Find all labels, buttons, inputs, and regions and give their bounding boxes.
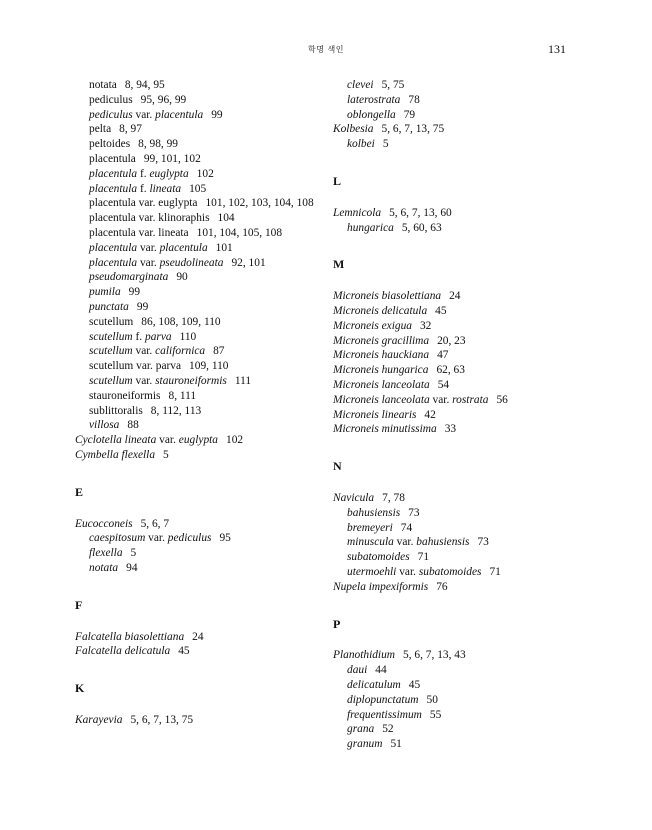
entry-term: minuscula: [347, 536, 394, 549]
index-subentry: [75, 285, 320, 300]
index-subentry: [75, 152, 320, 167]
entry-pages: 95: [219, 532, 231, 545]
entry-term: granum: [347, 738, 383, 751]
entry-pages: 51: [390, 738, 402, 751]
index-subentry: [333, 550, 593, 565]
entry-pages: 8, 111: [168, 389, 197, 402]
entry-pages: 8, 94, 95: [124, 79, 165, 91]
entry-term: scutellum: [89, 315, 134, 328]
index-entry: [333, 408, 593, 423]
entry-pages: 102: [226, 434, 244, 447]
index-subentry: [333, 678, 593, 693]
index-subentry: [75, 546, 320, 561]
entry-term: var.: [429, 393, 453, 406]
entry-term: Microneis gracillima: [333, 334, 430, 347]
index-entry: [333, 319, 593, 334]
index-subentry: [75, 78, 320, 93]
entry-term: subatomoides: [418, 565, 482, 578]
entry-term: pediculus: [89, 108, 133, 121]
index-subentry: [333, 521, 593, 536]
index-entry: [333, 348, 593, 363]
entry-term: var.: [132, 108, 156, 121]
entry-pages: 54: [437, 378, 450, 391]
entry-term: utermoehli: [347, 565, 397, 578]
entry-pages: 73: [408, 506, 420, 519]
entry-pages: 32: [419, 319, 432, 332]
index-section-letter: K: [75, 681, 85, 696]
index-subentry: [75, 211, 320, 226]
index-subentry: [333, 535, 593, 550]
entry-pages: 102: [196, 167, 214, 180]
index-entry: [75, 630, 320, 645]
entry-term: var.: [137, 256, 160, 269]
entry-pages: 5: [163, 448, 169, 461]
entry-pages: 90: [176, 271, 188, 284]
entry-term: Microneis lanceolata: [333, 393, 430, 406]
entry-term: Navicula: [333, 491, 375, 504]
entry-term: Nupela impexiformis: [333, 580, 429, 593]
index-section-letter: P: [333, 616, 341, 631]
index-subentry: [333, 221, 593, 236]
entry-term: placentula var. klinoraphis: [89, 212, 210, 225]
index-subentry: [75, 404, 320, 419]
entry-term: lineata: [149, 182, 182, 195]
entry-term: pediculus: [167, 532, 212, 545]
entry-term: placentula: [89, 256, 138, 269]
index-subentry: [75, 137, 320, 152]
entry-pages: 111: [234, 374, 252, 387]
index-subentry: [333, 708, 593, 723]
entry-term: Microneis hungarica: [333, 364, 429, 377]
entry-pages: 8, 97: [119, 123, 142, 136]
entry-pages: 71: [417, 551, 430, 564]
entry-term: Microneis delicatula: [333, 304, 428, 317]
entry-term: subatomoides: [347, 551, 410, 564]
index-subentry: [75, 108, 320, 123]
entry-term: californica: [155, 345, 206, 358]
entry-term: daui: [347, 664, 368, 677]
index-subentry: [75, 389, 320, 404]
entry-pages: 5, 6, 7, 13, 75: [130, 713, 194, 726]
entry-term: scutellum: [89, 374, 133, 387]
entry-pages: 109, 110: [189, 360, 229, 373]
entry-pages: 56: [496, 393, 508, 406]
entry-term: placentula: [89, 152, 136, 165]
entry-pages: 99: [128, 286, 141, 299]
index-entry: [333, 304, 593, 319]
entry-pages: 73: [477, 536, 489, 549]
entry-term: placentula: [89, 167, 138, 180]
entry-term: kolbei: [347, 138, 375, 151]
index-subentry: [333, 722, 593, 737]
index-entry: [333, 491, 593, 506]
entry-pages: 99: [136, 300, 149, 313]
entry-term: Microneis lanceolata: [333, 378, 430, 391]
entry-pages: 88: [127, 419, 139, 432]
entry-pages: 8, 98, 99: [138, 138, 178, 151]
entry-term: Karayevia: [75, 713, 123, 726]
entry-term: Planothidium: [333, 649, 396, 662]
entry-pages: 33: [444, 423, 457, 436]
index-column-right: [333, 78, 593, 752]
index-subentry: [75, 122, 320, 137]
entry-pages: 101, 102, 103, 104, 108: [205, 197, 314, 210]
entry-pages: 8, 112, 113: [150, 404, 202, 417]
entry-term: clevei: [347, 79, 374, 91]
entry-term: placentula: [89, 182, 138, 195]
entry-pages: 5, 6, 7: [140, 517, 170, 530]
entry-pages: 101: [215, 241, 233, 254]
entry-term: pseudolineata: [159, 256, 224, 269]
entry-pages: 20, 23: [437, 334, 466, 347]
index-entry: [333, 580, 593, 595]
index-subentry: [75, 561, 320, 576]
entry-term: diplopunctatum: [347, 693, 419, 706]
entry-pages: 92, 101: [231, 256, 266, 269]
index-entry: [75, 517, 320, 532]
entry-term: pelta: [89, 123, 112, 136]
index-subentry: [75, 300, 320, 315]
index-subentry: [75, 270, 320, 285]
entry-pages: 5, 75: [381, 79, 405, 91]
entry-term: pediculus: [89, 93, 133, 106]
entry-pages: 5, 60, 63: [401, 221, 442, 234]
index-section-letter: F: [75, 597, 83, 612]
entry-term: var.: [396, 565, 419, 578]
entry-term: var.: [145, 532, 168, 545]
entry-pages: 44: [375, 664, 387, 677]
index-subentry: [333, 506, 593, 521]
entry-pages: 52: [382, 723, 394, 736]
entry-pages: 76: [436, 580, 448, 593]
index-subentry: [333, 78, 593, 93]
entry-term: var.: [137, 241, 160, 254]
entry-term: bremeyeri: [347, 521, 393, 534]
entry-pages: 5, 6, 7, 13, 75: [381, 123, 445, 136]
entry-term: pseudomarginata: [89, 271, 169, 284]
entry-pages: 95, 96, 99: [140, 93, 187, 106]
entry-pages: 47: [437, 349, 449, 362]
entry-term: Microneis biasolettiana: [333, 290, 442, 303]
index-subentry: [75, 344, 320, 359]
entry-term: Cymbella flexella: [75, 448, 156, 461]
index-subentry: [333, 663, 593, 678]
index-section-letter: N: [333, 459, 342, 474]
index-entry: [75, 433, 320, 448]
index-entry: [333, 334, 593, 349]
index-entry: [333, 393, 593, 408]
entry-term: euglypta: [149, 167, 189, 180]
entry-term: placentula: [159, 241, 208, 254]
entry-pages: 45: [408, 678, 421, 691]
entry-pages: 45: [178, 645, 190, 658]
entry-pages: 24: [192, 630, 204, 643]
index-subentry: [75, 330, 320, 345]
entry-pages: 5: [130, 547, 137, 560]
entry-term: placentula: [89, 241, 138, 254]
entry-term: hungarica: [347, 221, 394, 234]
entry-pages: 42: [424, 408, 436, 421]
entry-term: peltoides: [89, 138, 131, 151]
index-section-letter: M: [333, 257, 345, 272]
index-entry: [333, 422, 593, 437]
entry-term: sublittoralis: [89, 404, 143, 417]
index-section-letter: E: [75, 484, 84, 499]
index-subentry: [75, 93, 320, 108]
entry-term: parva: [145, 330, 172, 343]
entry-term: Lemnicola: [333, 206, 382, 219]
index-entry: [75, 448, 320, 463]
index-entry: [333, 122, 593, 137]
entry-term: notata: [89, 79, 117, 91]
index-entry: [75, 644, 320, 659]
entry-term: pumila: [89, 286, 121, 299]
entry-term: Kolbesia: [333, 123, 374, 136]
index-entry: [333, 648, 593, 663]
index-subentry: [333, 693, 593, 708]
entry-term: Cyclotella lineata: [75, 434, 157, 447]
entry-term: rostrata: [452, 393, 489, 406]
index-subentry: [75, 418, 320, 433]
index-entry: [333, 363, 593, 378]
entry-pages: 94: [126, 561, 138, 574]
page-number: 131: [548, 42, 566, 56]
entry-term: caespitosum: [89, 532, 146, 545]
entry-pages: 99, 101, 102: [143, 152, 201, 165]
entry-pages: 50: [426, 693, 438, 706]
index-subentry: [333, 737, 593, 752]
entry-term: punctata: [89, 300, 129, 313]
running-header-title: 학명 색인: [308, 45, 344, 54]
entry-pages: 99: [211, 108, 223, 121]
index-subentry: [75, 531, 320, 546]
entry-pages: 24: [449, 290, 461, 303]
entry-term: Falcatella biasolettiana: [75, 630, 185, 643]
index-subentry: [75, 241, 320, 256]
index-subentry: [333, 565, 593, 580]
index-column-left: [75, 78, 320, 728]
index-subentry: [75, 359, 320, 374]
entry-pages: 101, 104, 105, 108: [196, 226, 283, 239]
entry-term: frequentissimum: [347, 708, 422, 721]
entry-pages: 87: [213, 345, 225, 358]
entry-pages: 104: [217, 212, 235, 225]
entry-term: stauroneiformis: [155, 374, 227, 387]
index-entry: [333, 206, 593, 221]
entry-term: f.: [137, 167, 150, 180]
entry-term: bahusiensis: [347, 506, 401, 519]
entry-pages: 110: [179, 330, 197, 343]
entry-pages: 105: [189, 182, 207, 195]
entry-term: villosa: [89, 419, 120, 432]
index-subentry: [75, 167, 320, 182]
entry-pages: 5, 6, 7, 13, 60: [389, 206, 452, 219]
index-entry: [333, 378, 593, 393]
entry-term: var.: [132, 374, 156, 387]
entry-pages: 79: [403, 108, 416, 121]
index-subentry: [75, 196, 320, 211]
entry-term: bahusiensis: [416, 536, 470, 549]
entry-term: scutellum var. parva: [89, 360, 182, 373]
entry-term: scutellum: [89, 345, 133, 358]
index-subentry: [75, 226, 320, 241]
entry-pages: 45: [435, 304, 447, 317]
entry-term: Microneis exigua: [333, 319, 412, 332]
index-subentry: [333, 137, 593, 152]
entry-term: f.: [132, 330, 145, 343]
entry-term: var.: [156, 434, 179, 447]
entry-term: placentula var. euglypta: [89, 197, 198, 210]
entry-term: var.: [132, 345, 156, 358]
index-subentry: [75, 374, 320, 389]
entry-pages: 55: [429, 708, 442, 721]
entry-term: Microneis minutissima: [333, 423, 437, 436]
index-entry: [333, 289, 593, 304]
index-subentry: [333, 108, 593, 123]
entry-term: placentula var. lineata: [89, 226, 189, 239]
entry-pages: 86, 108, 109, 110: [141, 315, 221, 328]
entry-pages: 74: [400, 521, 413, 534]
entry-term: notata: [89, 561, 119, 574]
entry-term: Microneis hauckiana: [333, 349, 430, 362]
index-subentry: [333, 93, 593, 108]
entry-pages: 5: [382, 138, 389, 151]
entry-pages: 62, 63: [436, 364, 465, 377]
entry-term: scutellum: [89, 330, 133, 343]
entry-pages: 7, 78: [382, 491, 405, 504]
index-subentry: [75, 315, 320, 330]
entry-term: var.: [393, 536, 417, 549]
entry-term: stauroneiformis: [89, 389, 161, 402]
entry-term: euglypta: [178, 434, 219, 447]
entry-term: oblongella: [347, 108, 396, 121]
entry-term: Eucocconeis: [75, 517, 133, 530]
entry-term: Microneis linearis: [333, 408, 417, 421]
entry-term: placentula: [155, 108, 204, 121]
entry-term: flexella: [89, 547, 123, 560]
entry-pages: 71: [489, 565, 501, 578]
entry-pages: 5, 6, 7, 13, 43: [403, 649, 466, 662]
entry-pages: 78: [408, 93, 420, 106]
entry-term: laterostrata: [347, 93, 401, 106]
index-subentry: [75, 182, 320, 197]
index-subentry: [75, 256, 320, 271]
entry-term: delicatulum: [347, 678, 401, 691]
index-section-letter: L: [333, 173, 342, 188]
entry-term: f.: [137, 182, 150, 195]
entry-term: grana: [347, 723, 375, 736]
index-entry: [75, 713, 320, 728]
entry-term: Falcatella delicatula: [75, 645, 171, 658]
